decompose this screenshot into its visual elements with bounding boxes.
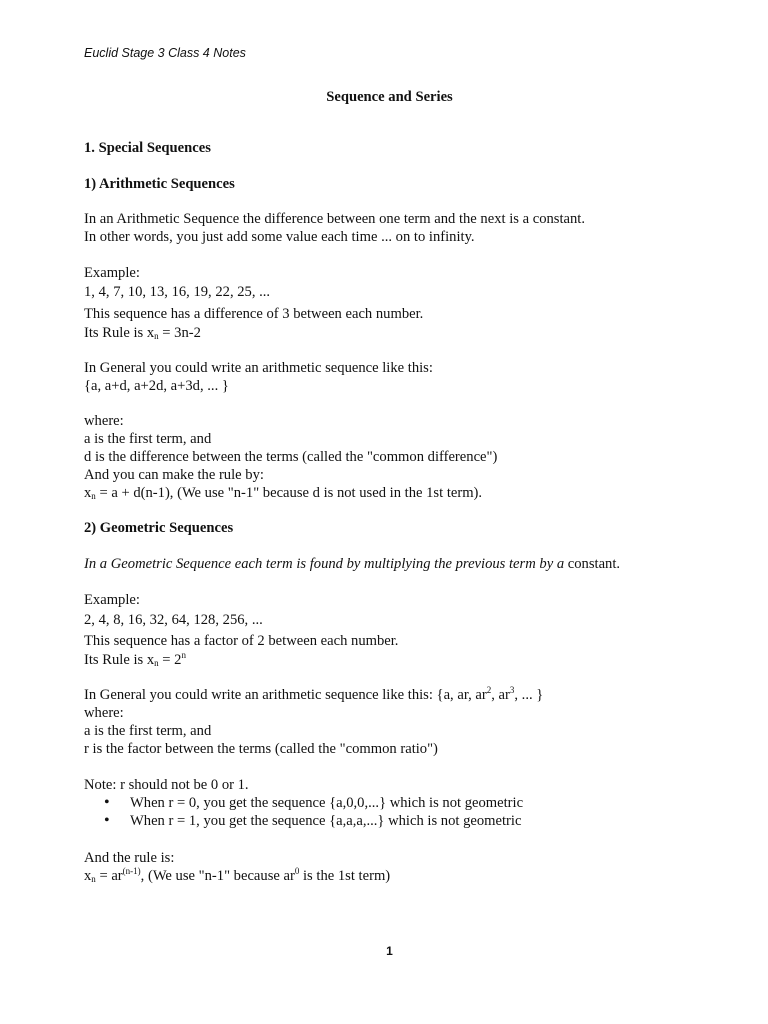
page-number: 1 [386,944,393,958]
arithmetic-rule-subscript: n [154,331,159,341]
geometric-rule-intro: And the rule is: [84,850,175,866]
arithmetic-make-rule: And you can make the rule by: [84,467,264,483]
geometric-final-superscript-zero: 0 [294,866,300,876]
arithmetic-heading: 1) Arithmetic Sequences [84,176,235,192]
geometric-intro-plain: constant. [564,556,621,572]
arithmetic-intro-line-2: In other words, you just add some value each time ... on to infinity. [84,229,475,245]
arithmetic-general-form: {a, a+d, a+2d, a+3d, ... } [84,378,229,394]
geometric-final-end: is the 1st term) [299,868,391,884]
geometric-general-text [84,686,543,704]
geometric-rule-subscript: n [154,658,159,668]
bullet-icon: • [104,794,110,811]
geometric-general-part-c: , ... } [514,687,544,703]
arithmetic-definition-d: d is the difference between the terms (called the "common difference") [84,449,498,465]
arithmetic-definition-a: a is the first term, and [84,431,212,447]
arithmetic-rule-suffix: = 3n-2 [158,325,201,341]
geometric-rule-mid: = 2 [158,652,182,668]
geometric-final-formula [84,867,390,885]
geometric-heading: 2) Geometric Sequences [84,520,234,536]
geometric-definition-r: r is the factor between the terms (called the "common ratio") [84,741,438,757]
geometric-intro-italic: In a Geometric Sequence each term is found by multiplying the previous term by a [84,556,565,572]
arithmetic-formula-x: x [84,485,92,501]
geometric-where: where: [84,705,124,721]
geometric-final-eq: = ar [95,868,123,884]
geometric-example-sequence: 2, 4, 8, 16, 32, 64, 128, 256, ... [84,612,263,628]
arithmetic-rule [84,324,201,342]
arithmetic-example-sequence: 1, 4, 7, 10, 13, 16, 19, 22, 25, ... [84,284,271,300]
geometric-note-bullets [104,794,523,830]
geometric-final-subscript: n [91,874,96,884]
arithmetic-formula-rest: = a + d(n-1), (We use "n-1" because d is not used in the 1st term). [95,485,483,501]
geometric-rule-prefix: Its Rule is x [84,652,155,668]
geometric-final-x: x [84,868,92,884]
bullet-text: When r = 0, you get the sequence {a,0,0,...} which is not geometric [130,795,524,811]
arithmetic-intro-line-1: In an Arithmetic Sequence the difference between one term and the next is a constant. [84,211,585,227]
list-item [104,812,523,830]
geometric-example-label: Example: [84,592,140,608]
geometric-rule-superscript: n [181,650,186,660]
arithmetic-general-text: In General you could write an arithmetic sequence like this: [84,360,433,376]
bullet-text: When r = 1, you get the sequence {a,a,a,...} which is not geometric [130,813,522,829]
arithmetic-rule-prefix: Its Rule is x [84,325,155,341]
page-title: Sequence and Series [326,89,453,105]
geometric-example-description: This sequence has a factor of 2 between each number. [84,633,399,649]
arithmetic-example-description: This sequence has a difference of 3 between each number. [84,306,424,322]
section-heading-special-sequences: 1. Special Sequences [84,140,211,156]
bullet-icon: • [104,812,110,829]
header-note: Euclid Stage 3 Class 4 Notes [84,46,246,60]
geometric-general-sup-3: 3 [509,685,515,695]
geometric-final-mid: , (We use "n-1" because ar [140,868,295,884]
geometric-general-part-b: , ar [491,687,510,703]
arithmetic-example-label: Example: [84,265,140,281]
geometric-definition-a: a is the first term, and [84,723,212,739]
arithmetic-formula [84,484,482,502]
geometric-intro [84,555,620,573]
arithmetic-where: where: [84,413,124,429]
list-item [104,794,523,812]
geometric-general-part-a: In General you could write an arithmetic sequence like this: {a, ar, ar [84,687,487,703]
geometric-note: Note: r should not be 0 or 1. [84,777,249,793]
arithmetic-formula-subscript: n [91,491,96,501]
geometric-rule [84,651,186,669]
geometric-final-superscript: (n-1) [122,866,141,876]
geometric-general-sup-2: 2 [486,685,492,695]
